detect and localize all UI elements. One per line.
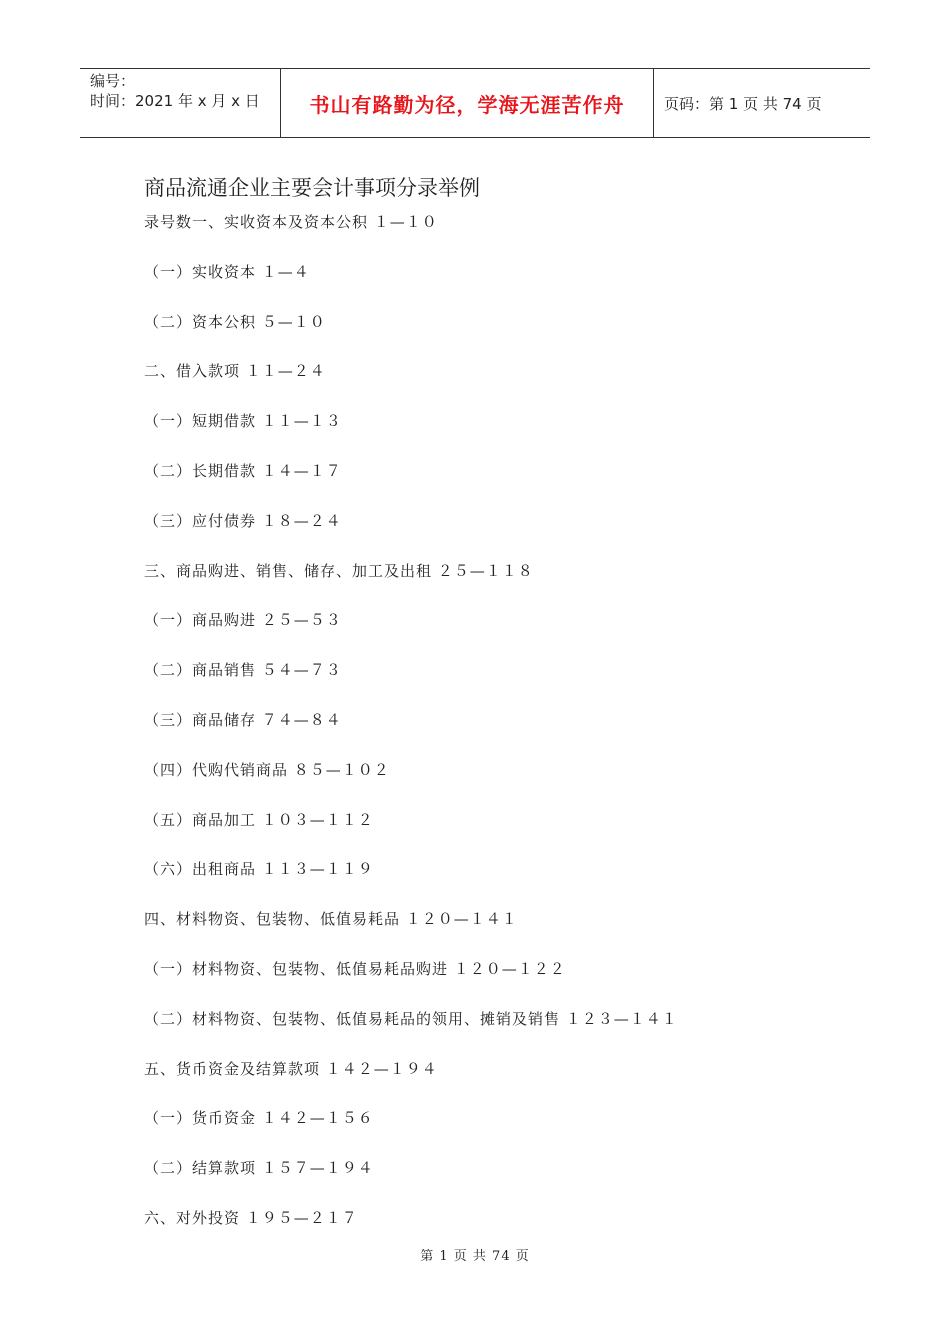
toc-entry: 二、借入款项 １１—２４: [144, 362, 326, 381]
toc-entry: （三）应付债券 １８—２４: [144, 511, 342, 530]
header-page-info: 页码：第 1 页 共 74 页: [664, 94, 822, 113]
header-motto: 书山有路勤为径，学海无涯苦作舟: [281, 69, 654, 137]
toc-entry: （二）长期借款 １４—１７: [144, 461, 342, 480]
toc-entry: （一）材料物资、包装物、低值易耗品购进 １２０—１２２: [144, 959, 566, 978]
time-label: 时间：2021 年 x 月 x 日: [90, 92, 260, 110]
document-title: 商品流通企业主要会计事项分录举例: [144, 176, 480, 200]
table-of-contents: [144, 211, 678, 1257]
toc-entry: （一）实收资本 １—４: [144, 262, 310, 281]
toc-entry: （二）商品销售 ５４—７３: [144, 661, 342, 680]
toc-entry: 三、商品购进、销售、储存、加工及出租 ２５—１１８: [144, 561, 534, 580]
toc-entry: （二）资本公积 ５—１０: [144, 312, 326, 331]
toc-entry: （三）商品储存 ７４—８４: [144, 710, 342, 729]
toc-entry: （五）商品加工 １０３—１１２: [144, 810, 374, 829]
toc-entry: 四、材料物资、包装物、低值易耗品 １２０—１４１: [144, 910, 518, 929]
toc-entry: 六、对外投资 １９５—２１７: [144, 1208, 358, 1227]
toc-entry: （一）短期借款 １１—１３: [144, 412, 342, 431]
toc-entry: （四）代购代销商品 ８５—１０２: [144, 760, 390, 779]
toc-entry: （一）货币资金 １４２—１５６: [144, 1109, 374, 1128]
number-label: 编号：: [90, 72, 136, 90]
toc-entry: （一）商品购进 ２５—５３: [144, 611, 342, 630]
toc-entry: 五、货币资金及结算款项 １４２—１９４: [144, 1059, 438, 1078]
toc-entry: （二）结算款项 １５７—１９４: [144, 1159, 374, 1178]
page-footer: 第 1 页 共 74 页: [420, 1249, 530, 1264]
toc-entry: 录号数一、实收资本及资本公积 １—１０: [144, 213, 438, 231]
toc-entry: （二）材料物资、包装物、低值易耗品的领用、摊销及销售 １２３—１４１: [144, 1009, 678, 1028]
toc-entry: （六）出租商品 １１３—１１９: [144, 860, 374, 879]
header-meta: [80, 69, 281, 137]
page-header: [80, 68, 870, 138]
